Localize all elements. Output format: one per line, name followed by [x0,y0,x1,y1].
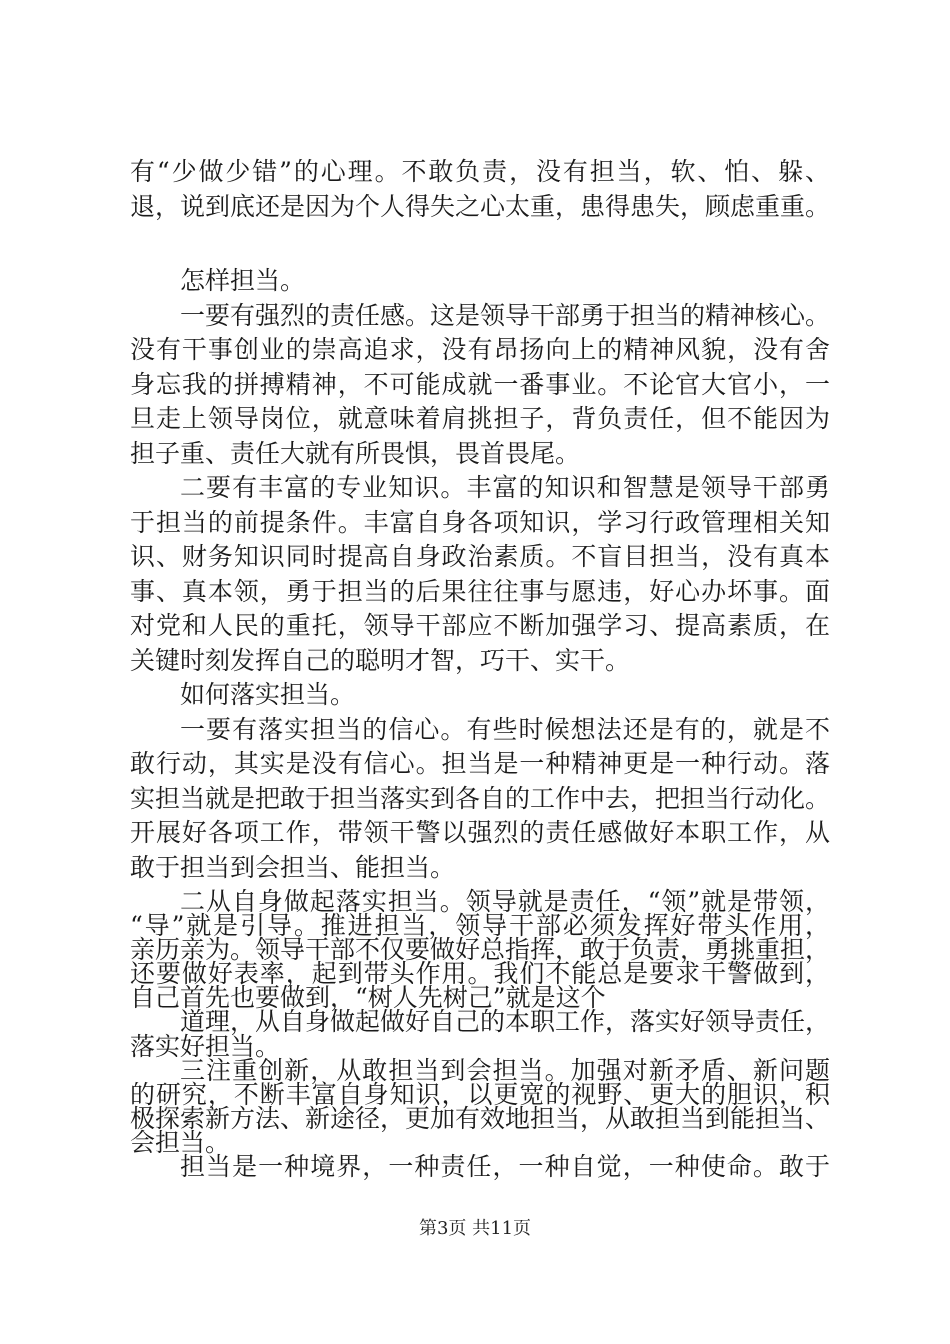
text-line: 还要做好表率，起到带头作用。我们不能总是要求干警做到， [130,959,830,989]
text-line: 关键时刻发挥自己的聪明才智，巧干、实干。 [130,646,631,675]
text-line: 事、真本领，勇于担当的后果往往事与愿违，好心办坏事。面 [130,577,830,606]
text-line: 亲历亲为。领导干部不仅要做好总指挥，敢于负责，勇挑重担， [130,935,830,965]
text-line: 极探索新方法、新途径，更加有效地担当，从敢担当到能担当、 [130,1103,830,1133]
text-line: 敢行动，其实是没有信心。担当是一种精神更是一种行动。落 [130,749,830,778]
text-line: 有“少做少错”的心理。不敢负责，没有担当，软、怕、躲、 [130,157,830,186]
text-line: 于担当的前提条件。丰富自身各项知识，学习行政管理相关知 [130,508,830,537]
text-line: 二从自身做起落实担当。领导就是责任，“领”就是带领， [180,887,830,916]
text-line: 担当是一种境界，一种责任，一种自觉，一种使命。敢于 [180,1152,830,1181]
text-line: 没有干事创业的崇高追求，没有昂扬向上的精神风貌，没有舍 [130,335,830,364]
text-line: 开展好各项工作，带领干警以强烈的责任感做好本职工作，从 [130,818,830,847]
text-line: 一要有落实担当的信心。有些时候想法还是有的，就是不 [180,715,830,744]
text-line: “导”就是引导。推进担当，领导干部必须发挥好带头作用， [130,911,830,941]
text-line: 一要有强烈的责任感。这是领导干部勇于担当的精神核心。 [180,301,830,330]
text-line: 二要有丰富的专业知识。丰富的知识和智慧是领导干部勇 [180,473,830,502]
text-line: 的研究，不断丰富自身知识，以更宽的视野、更大的胆识，积 [130,1079,830,1109]
text-line: 三注重创新，从敢担当到会担当。加强对新矛盾、新问题 [180,1055,830,1085]
text-line: 旦走上领导岗位，就意味着肩挑担子，背负责任，但不能因为 [130,404,830,433]
text-line: 退，说到底还是因为个人得失之心太重，患得患失，顾虑重重。 [130,192,830,221]
section-heading: 怎样担当。 [180,266,306,295]
text-line: 身忘我的拼搏精神，不可能成就一番事业。不论官大官小，一 [130,370,830,399]
text-line: 识、财务知识同时提高自身政治素质。不盲目担当，没有真本 [130,542,830,571]
text-line: 道理，从自身做起做好自己的本职工作，落实好领导责任， [180,1007,830,1037]
text-line: 自己首先也要做到，“树人先树己”就是这个 [130,983,606,1013]
text-line: 担子重、责任大就有所畏惧，畏首畏尾。 [130,439,581,468]
text-line: 对党和人民的重托，领导干部应不断加强学习、提高素质，在 [130,611,830,640]
text-line: 敢于担当到会担当、能担当。 [130,853,456,882]
section-heading: 如何落实担当。 [180,680,356,709]
text-line: 实担当就是把敢于担当落实到各自的工作中去，把担当行动化。 [130,784,830,813]
page-footer: 第3页 共11页 [418,1218,532,1239]
text-line: 落实好担当。 [130,1031,281,1061]
text-line: 会担当。 [130,1127,231,1157]
